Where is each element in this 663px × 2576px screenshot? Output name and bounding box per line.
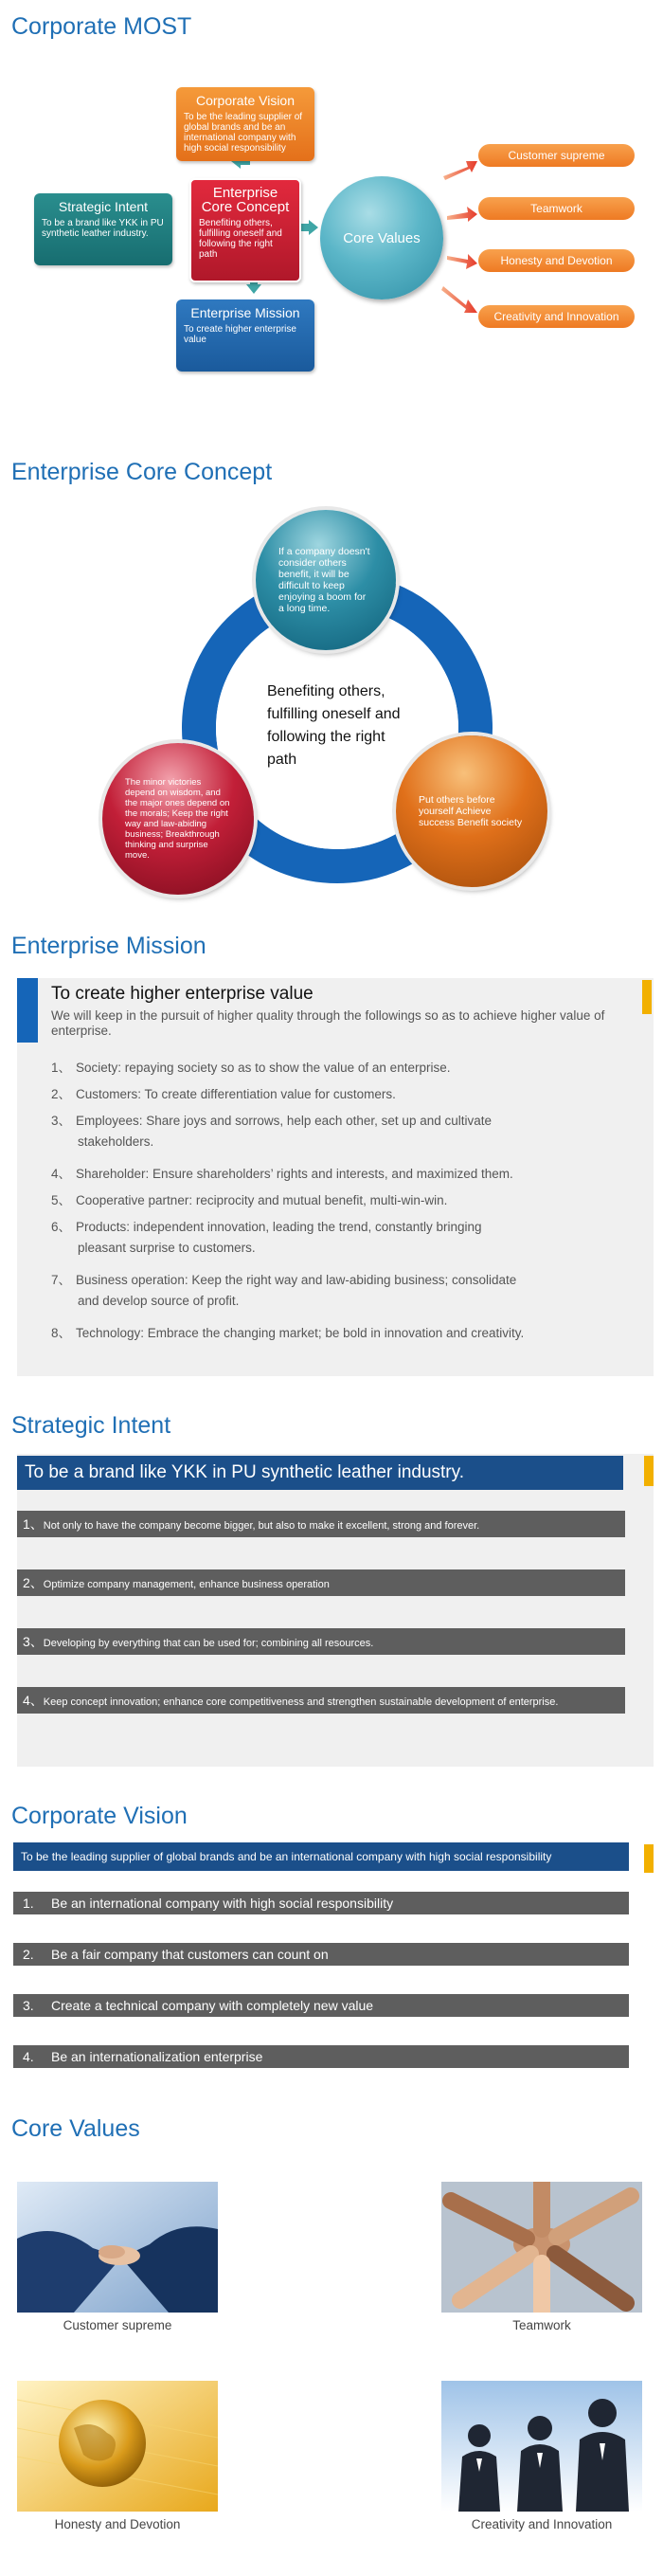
mission-item: 2、 Customers: To create differentiation value for customers. — [51, 1087, 396, 1101]
strategic-accent — [644, 1456, 654, 1486]
arrow-right-icon — [299, 220, 318, 235]
vision-item: 4. Be an internationalization enterprise — [13, 2045, 629, 2068]
value-tag-teamwork: Teamwork — [478, 197, 635, 220]
mission-heading: To create higher enterprise value — [51, 984, 314, 1004]
mission-accent-right — [642, 980, 652, 1014]
strategic-item: 1、Not only to have the company become bigger, but also to make it excellent, strong and forever. — [17, 1511, 625, 1537]
core-values-title: Core Values — [11, 2115, 140, 2142]
vision-accent — [644, 1844, 654, 1873]
photo-caption: Customer supreme — [63, 2318, 172, 2332]
photo-caption: Teamwork — [512, 2318, 571, 2332]
value-arrows — [441, 161, 477, 313]
box-core-concept — [189, 178, 301, 282]
vision-title: Corporate Vision — [11, 1803, 188, 1829]
mission-title: Enterprise Mission — [11, 933, 206, 959]
concept-center-text: Benefiting others, fulfilling oneself and following the right path — [267, 683, 401, 768]
strategic-panel — [17, 1454, 654, 1767]
mission-item: 7、 Business operation: Keep the right way and law-abiding business; consolidate and develop source of profit. — [51, 1273, 517, 1308]
mission-item: 6、 Products: independent innovation, leading the trend, constantly bringing pleasant surprise to customers. — [51, 1220, 482, 1255]
mission-item: 3、 Employees: Share joys and sorrows, help each other, set up and cultivate stakeholders. — [51, 1114, 493, 1149]
mission-intro: We will keep in the pursuit of higher quality through the followings so as to achieve higher value of enterprise. — [51, 1008, 605, 1038]
ball-teal-text: If a company doesn't consider others benefit, it will be difficult to keep enjoying a boom for a long time. — [278, 546, 370, 614]
box-mission-title: Enterprise Mission — [190, 305, 300, 320]
mission-item: 5、 Cooperative partner: reciprocity and mutual benefit, multi-win-win. — [51, 1193, 448, 1207]
handshake-photo — [17, 2182, 218, 2313]
concept-ball-orange — [396, 735, 547, 887]
box-intent-text: To be a brand like YKK in PU synthetic leather industry. — [42, 218, 164, 239]
concept-title: Enterprise Core Concept — [11, 459, 273, 485]
business-people-photo — [441, 2381, 642, 2512]
mission-item: 4、 Shareholder: Ensure shareholders’ rights and interests, and maximized them. — [51, 1167, 513, 1181]
box-intent-title: Strategic Intent — [58, 199, 149, 214]
strategic-item: 4、Keep concept innovation; enhance core competitiveness and strengthen sustainable development of enterprise. — [17, 1687, 625, 1714]
box-vision-title: Corporate Vision — [195, 93, 296, 108]
box-strategic-intent — [34, 193, 172, 265]
box-corporate-vision — [176, 87, 314, 161]
strategic-item: 2、Optimize company management, enhance business operation — [17, 1569, 625, 1596]
vision-item: 1. Be an international company with high social responsibility — [13, 1892, 629, 1914]
ball-red-text: The minor victories depend on wisdom, and the major ones depend on the morals; Keep the right way and law-abiding business; Breakthrough thinking and surprise move. — [125, 777, 230, 861]
strategic-item: 3、Developing by everything that can be used for; combining all resources. — [17, 1628, 625, 1655]
most-title: Corporate MOST — [11, 13, 192, 40]
box-concept-title: Enterprise Core Concept — [201, 185, 290, 215]
mission-item: 1、 Society: repaying society so as to show the value of an enterprise. — [51, 1061, 451, 1075]
box-concept-text: Benefiting others, fulfilling oneself and following the right path — [199, 218, 282, 260]
box-vision-text: To be the leading supplier of global brands and be an international company with high social responsibility — [184, 112, 303, 154]
core-values-circle: Core Values — [320, 176, 443, 299]
strategic-heading: To be a brand like YKK in PU synthetic leather industry. — [17, 1456, 623, 1490]
mission-accent-left — [17, 978, 38, 1043]
value-tag-customer: Customer supreme — [478, 144, 635, 167]
ball-orange-text: Put others before yourself Achieve success Benefit society — [419, 794, 523, 828]
photo-caption: Creativity and Innovation — [471, 2517, 613, 2531]
photo-caption: Honesty and Devotion — [54, 2517, 181, 2531]
vision-item: 2. Be a fair company that customers can count on — [13, 1943, 629, 1966]
concept-ball-teal — [256, 510, 396, 650]
value-tag-honesty: Honesty and Devotion — [478, 249, 635, 272]
box-enterprise-mission — [176, 299, 314, 372]
concept-ball-red — [102, 743, 254, 895]
stacked-hands-photo — [441, 2182, 642, 2313]
vision-item: 3. Create a technical company with completely new value — [13, 1994, 629, 2017]
vision-heading: To be the leading supplier of global brands and be an international company with high social responsibility — [13, 1842, 629, 1871]
box-mission-text: To create higher enterprise value — [184, 324, 296, 345]
strategic-title: Strategic Intent — [11, 1412, 171, 1439]
value-tag-creativity: Creativity and Innovation — [478, 305, 635, 328]
golden-globe-photo — [17, 2381, 218, 2512]
mission-item: 8、 Technology: Embrace the changing market; be bold in innovation and creativity. — [51, 1326, 525, 1340]
